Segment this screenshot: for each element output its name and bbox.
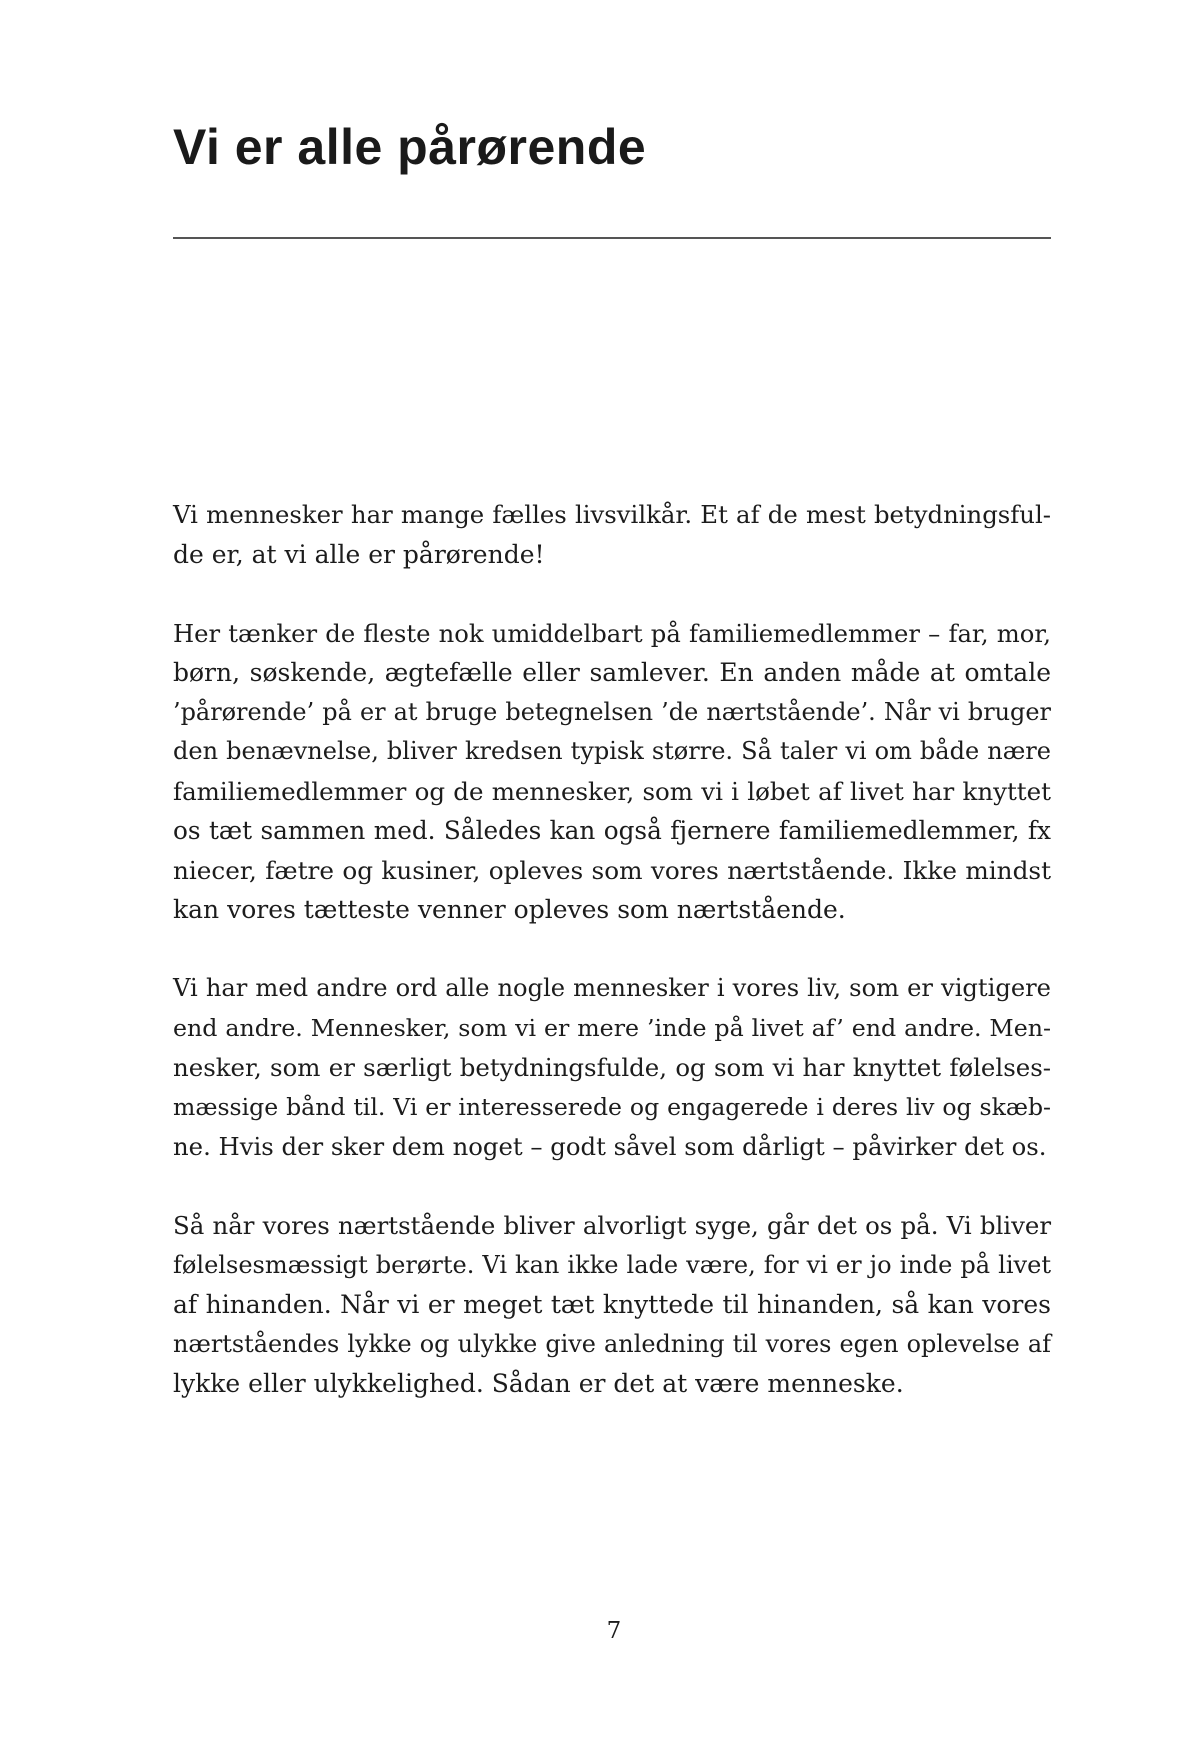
text-line: familiemedlemmer og de mennesker, som vi i løbet af livet har knyttet	[173, 776, 1051, 806]
text-line: mæssige bånd til. Vi er interesserede og engagerede i deres liv og skæb-	[173, 1092, 1051, 1121]
text-line: af hinanden. Når vi er meget tæt knyttede til hinanden, så kan vores	[173, 1290, 1051, 1319]
paragraph	[173, 614, 1051, 930]
text-line: ne. Hvis der sker dem noget – godt såvel som dårligt – påvirker det os.	[173, 1132, 1047, 1161]
text-line: end andre. Mennesker, som vi er mere ’inde på livet af’ end andre. Men-	[173, 1013, 1051, 1042]
text-line: nærtståendes lykke og ulykke give anledning til vores egen oplevelse af	[173, 1329, 1051, 1358]
text-line: lykke eller ulykkelighed. Sådan er det at være menneske.	[173, 1369, 904, 1398]
text-line: de er, at vi alle er pårørende!	[173, 539, 545, 569]
text-line: Så når vores nærtstående bliver alvorligt syge, går det os på. Vi bliver	[173, 1211, 1051, 1240]
text-line: Her tænker de fleste nok umiddelbart på familiemedlemmer – far, mor,	[173, 618, 1051, 648]
text-line: ’pårørende’ på er at bruge betegnelsen ’de nærtstående’. Når vi bruger	[173, 697, 1051, 726]
text-line: Vi har med andre ord alle nogle mennesker i vores liv, som er vigtigere	[173, 974, 1051, 1002]
paragraph	[173, 495, 1051, 574]
text-line: følelsesmæssigt berørte. Vi kan ikke lade være, for vi er jo inde på livet	[173, 1250, 1051, 1279]
text-line: Vi mennesker har mange fælles livsvilkår. Et af de mest betydningsful-	[173, 500, 1051, 529]
paragraph	[173, 1206, 1051, 1404]
title-divider	[173, 237, 1051, 239]
paragraph	[173, 969, 1051, 1167]
page-number: 7	[606, 1618, 622, 1644]
text-line: kan vores tætteste venner opleves som nærtstående.	[173, 895, 846, 924]
text-line: niecer, fætre og kusiner, opleves som vores nærtstående. Ikke mindst	[173, 855, 1051, 885]
text-line: den benævnelse, bliver kredsen typisk større. Så taler vi om både nære	[173, 737, 1051, 765]
chapter-title: Vi er alle pårørende	[173, 119, 647, 175]
text-line: os tæt sammen med. Således kan også fjernere familiemedlemmer, fx	[173, 816, 1051, 845]
text-line: børn, søskende, ægtefælle eller samlever. En anden måde at omtale	[173, 658, 1051, 687]
body-text	[173, 495, 1051, 1443]
text-line: nesker, som er særligt betydningsfulde, og som vi har knyttet følelses-	[173, 1053, 1051, 1082]
